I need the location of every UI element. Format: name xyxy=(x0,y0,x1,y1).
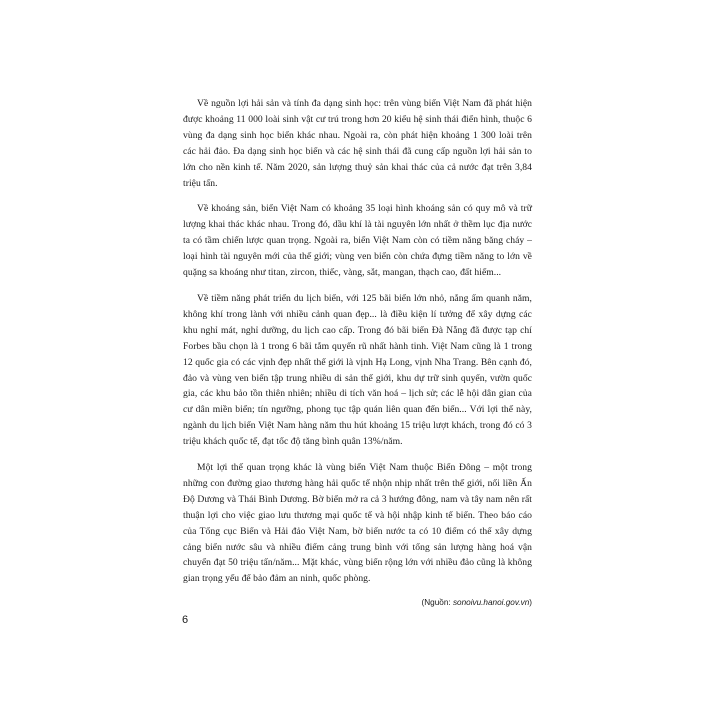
source-prefix: (Nguồn: xyxy=(421,598,453,608)
paragraph-maritime-trade: Một lợi thế quan trọng khác là vùng biển Việt Nam thuộc Biển Đông – một trong những con đường giao thương hàng hải quốc tế nhộn nhịp nhất trên thế giới, nối liền Ấn Độ Dương và Thái Bình Dương. Bờ biển mở ra cả 3 hướng đông, nam và tây nam nên rất thuận lợi cho việc giao lưu thương mại quốc tế và hội nhập kinh tế biển. Theo báo cáo của Tổng cục Biển và Hải đảo Việt Nam, bờ biển nước ta có 10 điểm có thể xây dựng cảng biển nước sâu và nhiều điểm cảng trung bình với tổng sản lượng hàng hoá vận chuyển đạt 50 triệu tấn/năm... Mặt khác, vùng biển rộng lớn với nhiều đảo cũng là không gian trọng yếu để bảo đảm an ninh, quốc phòng. xyxy=(183,462,532,585)
paragraph-sea-tourism: Về tiềm năng phát triển du lịch biển, với 125 bãi biển lớn nhỏ, nắng ấm quanh năm, không khí trong lành với nhiều cảnh quan đẹp... là điều kiện lí tưởng để xây dựng các khu nghỉ mát, nghỉ dưỡng, du lịch cao cấp. Trong đó bãi biển Đà Nẵng đã được tạp chí Forbes bầu chọn là 1 trong 6 bãi tắm quyến rũ nhất hành tinh. Việt Nam cũng là 1 trong 12 quốc gia có các vịnh đẹp nhất thế giới là vịnh Hạ Long, vịnh Nha Trang. Bên cạnh đó, đảo và vùng ven biển tập trung nhiều di sản thế giới, khu dự trữ sinh quyển, vườn quốc gia, các khu bảo tồn thiên nhiên; nhiều di tích văn hoá – lịch sử; các lễ hội dân gian của cư dân miền biển; tín ngưỡng, phong tục tập quán liên quan đến biển... Với lợi thế này, ngành du lịch biển Việt Nam hàng năm thu hút khoảng 15 triệu lượt khách, trong đó có 3 triệu khách quốc tế, đạt tốc độ tăng bình quân 13%/năm. xyxy=(183,292,532,448)
source-citation xyxy=(183,597,532,609)
paragraph-seafood-biodiversity: Về nguồn lợi hải sản và tính đa dạng sinh học: trên vùng biển Việt Nam đã phát hiện được khoảng 11 000 loài sinh vật cư trú trong hơn 20 kiểu hệ sinh thái điển hình, thuộc 6 vùng đa dạng sinh học biển khác nhau. Ngoài ra, còn phát hiện khoảng 1 300 loài trên các hải đảo. Đa dạng sinh học biển và các hệ sinh thái đã cung cấp nguồn lợi hải sản to lớn cho nền kinh tế. Năm 2020, sản lượng thuỷ sản khai thác của cả nước đạt trên 3,84 triệu tấn. xyxy=(183,98,532,189)
paragraph-minerals: Về khoáng sản, biển Việt Nam có khoảng 35 loại hình khoáng sản có quy mô và trữ lượng khai thác khác nhau. Trong đó, dầu khí là tài nguyên lớn nhất ở thềm lục địa nước ta có tầm chiến lược quan trọng. Ngoài ra, biển Việt Nam còn có tiềm năng băng cháy – loại hình tài nguyên mới của thế giới; vùng ven biển còn chứa đựng tiềm năng to lớn về quặng sa khoáng như titan, zircon, thiếc, vàng, sắt, mangan, thạch cao, đất hiếm... xyxy=(183,203,532,279)
page-body xyxy=(183,96,532,609)
source-name: sonoivu.hanoi.gov.vn xyxy=(452,598,530,608)
page-number: 6 xyxy=(182,614,189,626)
source-suffix: ) xyxy=(529,598,532,608)
